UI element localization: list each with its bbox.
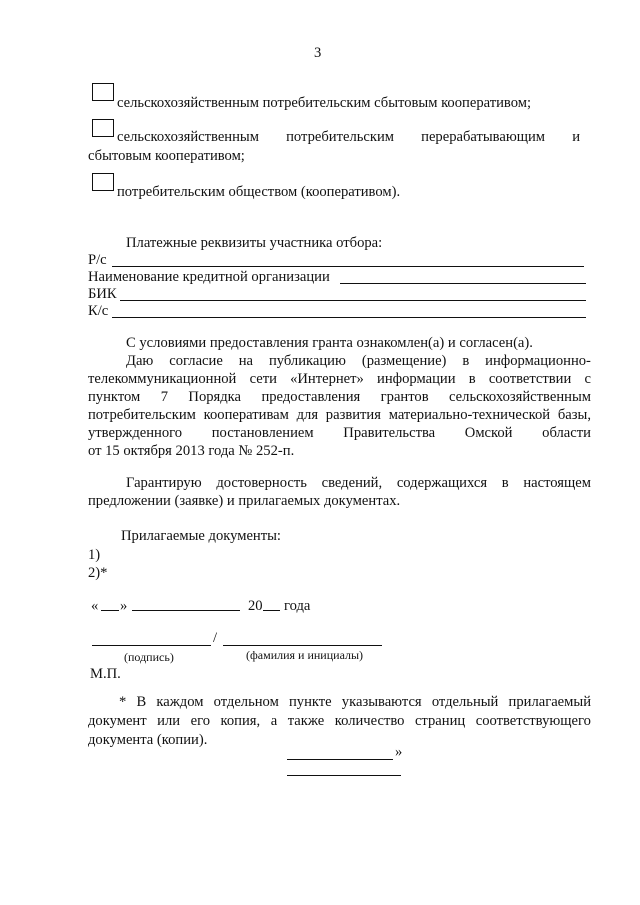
footnote-line-last: документа (копии). bbox=[88, 732, 208, 748]
word: содержащихся bbox=[396, 475, 488, 491]
page-number: 3 bbox=[314, 45, 322, 61]
word: также bbox=[287, 713, 325, 729]
word: телекоммуникационной bbox=[88, 371, 237, 387]
word: его bbox=[190, 713, 210, 729]
ks-field[interactable] bbox=[112, 317, 586, 318]
date-month-field[interactable] bbox=[132, 610, 240, 611]
option-label-processing-cooperative bbox=[117, 128, 580, 146]
attachments-heading: Прилагаемые документы: bbox=[121, 528, 281, 544]
footnote-line bbox=[88, 712, 591, 730]
name-initials-caption: (фамилия и инициалы) bbox=[246, 648, 364, 662]
word: базы, bbox=[557, 407, 591, 423]
option-label-processing-cooperative-cont: сбытовым кооперативом; bbox=[88, 148, 245, 164]
checkbox-processing-cooperative[interactable] bbox=[92, 119, 114, 137]
word: в bbox=[501, 475, 509, 491]
bank-name-label: Наименование кредитной организации bbox=[88, 269, 330, 285]
date-open-quote: « bbox=[91, 598, 99, 614]
word: а bbox=[270, 713, 278, 729]
word: прилагаемый bbox=[508, 694, 591, 710]
word: и bbox=[572, 129, 580, 145]
signature-caption: (подпись) bbox=[124, 650, 174, 664]
guarantee-line bbox=[126, 474, 591, 492]
word: документ bbox=[88, 713, 147, 729]
word: перерабатывающим bbox=[421, 129, 546, 145]
word: копия, bbox=[220, 713, 261, 729]
word: соответствующего bbox=[475, 713, 591, 729]
attachment-item-1: 1) bbox=[88, 547, 101, 563]
consent-line bbox=[88, 424, 591, 442]
word: отдельный bbox=[431, 694, 499, 710]
word: предоставления bbox=[261, 389, 361, 405]
word: настоящем bbox=[523, 475, 591, 491]
word: согласие bbox=[169, 353, 223, 369]
closing-quote: » bbox=[395, 744, 403, 760]
word: материально-технической bbox=[388, 407, 551, 423]
word: грантов bbox=[380, 389, 429, 405]
checkbox-sales-cooperative[interactable] bbox=[92, 83, 114, 101]
word: пунктом bbox=[88, 389, 141, 405]
word: Омской bbox=[464, 425, 513, 441]
word: сельскохозяйственным bbox=[117, 129, 259, 145]
word: области bbox=[542, 425, 591, 441]
word: в bbox=[468, 371, 476, 387]
date-year-suffix: года bbox=[284, 598, 311, 614]
word: (размещение) bbox=[361, 353, 447, 369]
word: Гарантирую bbox=[126, 475, 202, 491]
date-year-field[interactable] bbox=[263, 610, 280, 611]
word: развития bbox=[325, 407, 381, 423]
date-year-prefix: 20 bbox=[248, 598, 263, 614]
consent-line-last: от 15 октября 2013 года № 252-п. bbox=[88, 443, 295, 459]
rs-label: Р/с bbox=[88, 252, 107, 268]
word: страниц bbox=[414, 713, 466, 729]
word: Даю bbox=[126, 353, 154, 369]
word: публикацию bbox=[268, 353, 346, 369]
date-close-quote: » bbox=[120, 598, 128, 614]
word: соответствии bbox=[488, 371, 572, 387]
word: каждом bbox=[156, 694, 204, 710]
word: достоверность bbox=[216, 475, 307, 491]
word: Правительства bbox=[343, 425, 436, 441]
footnote-line bbox=[119, 693, 591, 711]
consent-line bbox=[88, 406, 591, 424]
consent-line bbox=[126, 352, 591, 370]
rs-field[interactable] bbox=[112, 266, 584, 267]
word: потребительским bbox=[286, 129, 394, 145]
word: сельскохозяйственным bbox=[449, 389, 591, 405]
word: в bbox=[462, 353, 470, 369]
word: указываются bbox=[341, 694, 422, 710]
option-label-consumer-society: потребительским обществом (кооперативом). bbox=[117, 184, 401, 200]
word: для bbox=[296, 407, 319, 423]
word: на bbox=[238, 353, 254, 369]
word: пункте bbox=[288, 694, 332, 710]
attachment-item-2: 2)* bbox=[88, 565, 108, 581]
date-day-field[interactable] bbox=[101, 610, 119, 611]
word: или bbox=[157, 713, 181, 729]
option-label-sales-cooperative: сельскохозяйственным потребительским сбытовым кооперативом; bbox=[117, 95, 531, 111]
word: * bbox=[119, 694, 127, 710]
signature-field[interactable] bbox=[92, 645, 211, 646]
consent-line bbox=[88, 388, 591, 406]
word: утвержденного bbox=[88, 425, 183, 441]
word: «Интернет» bbox=[290, 371, 364, 387]
word: сведений, bbox=[321, 475, 383, 491]
closing-line-lower bbox=[287, 775, 401, 776]
consent-terms-line: С условиями предоставления гранта ознакомлен(а) и согласен(а). bbox=[126, 335, 533, 351]
word: отдельном bbox=[213, 694, 279, 710]
word: количество bbox=[334, 713, 405, 729]
ks-label: К/с bbox=[88, 303, 109, 319]
word: кооперативам bbox=[203, 407, 289, 423]
signature-slash: / bbox=[213, 630, 218, 646]
word: информационно- bbox=[485, 353, 591, 369]
bik-label: БИК bbox=[88, 286, 117, 302]
word: В bbox=[136, 694, 147, 710]
checkbox-consumer-society[interactable] bbox=[92, 173, 114, 191]
word: Порядка bbox=[188, 389, 242, 405]
bik-field[interactable] bbox=[120, 300, 586, 301]
closing-line-upper bbox=[287, 759, 393, 760]
word: информации bbox=[377, 371, 456, 387]
word: сети bbox=[249, 371, 277, 387]
stamp-placeholder: М.П. bbox=[90, 666, 121, 682]
payment-heading: Платежные реквизиты участника отбора: bbox=[126, 235, 383, 251]
word: постановлением bbox=[211, 425, 314, 441]
word: с bbox=[584, 371, 591, 387]
bank-name-field[interactable] bbox=[340, 283, 586, 284]
word: 7 bbox=[160, 389, 168, 405]
word: потребительским bbox=[88, 407, 196, 423]
consent-line bbox=[88, 370, 591, 388]
guarantee-line-last: предложении (заявке) и прилагаемых документах. bbox=[88, 493, 401, 509]
